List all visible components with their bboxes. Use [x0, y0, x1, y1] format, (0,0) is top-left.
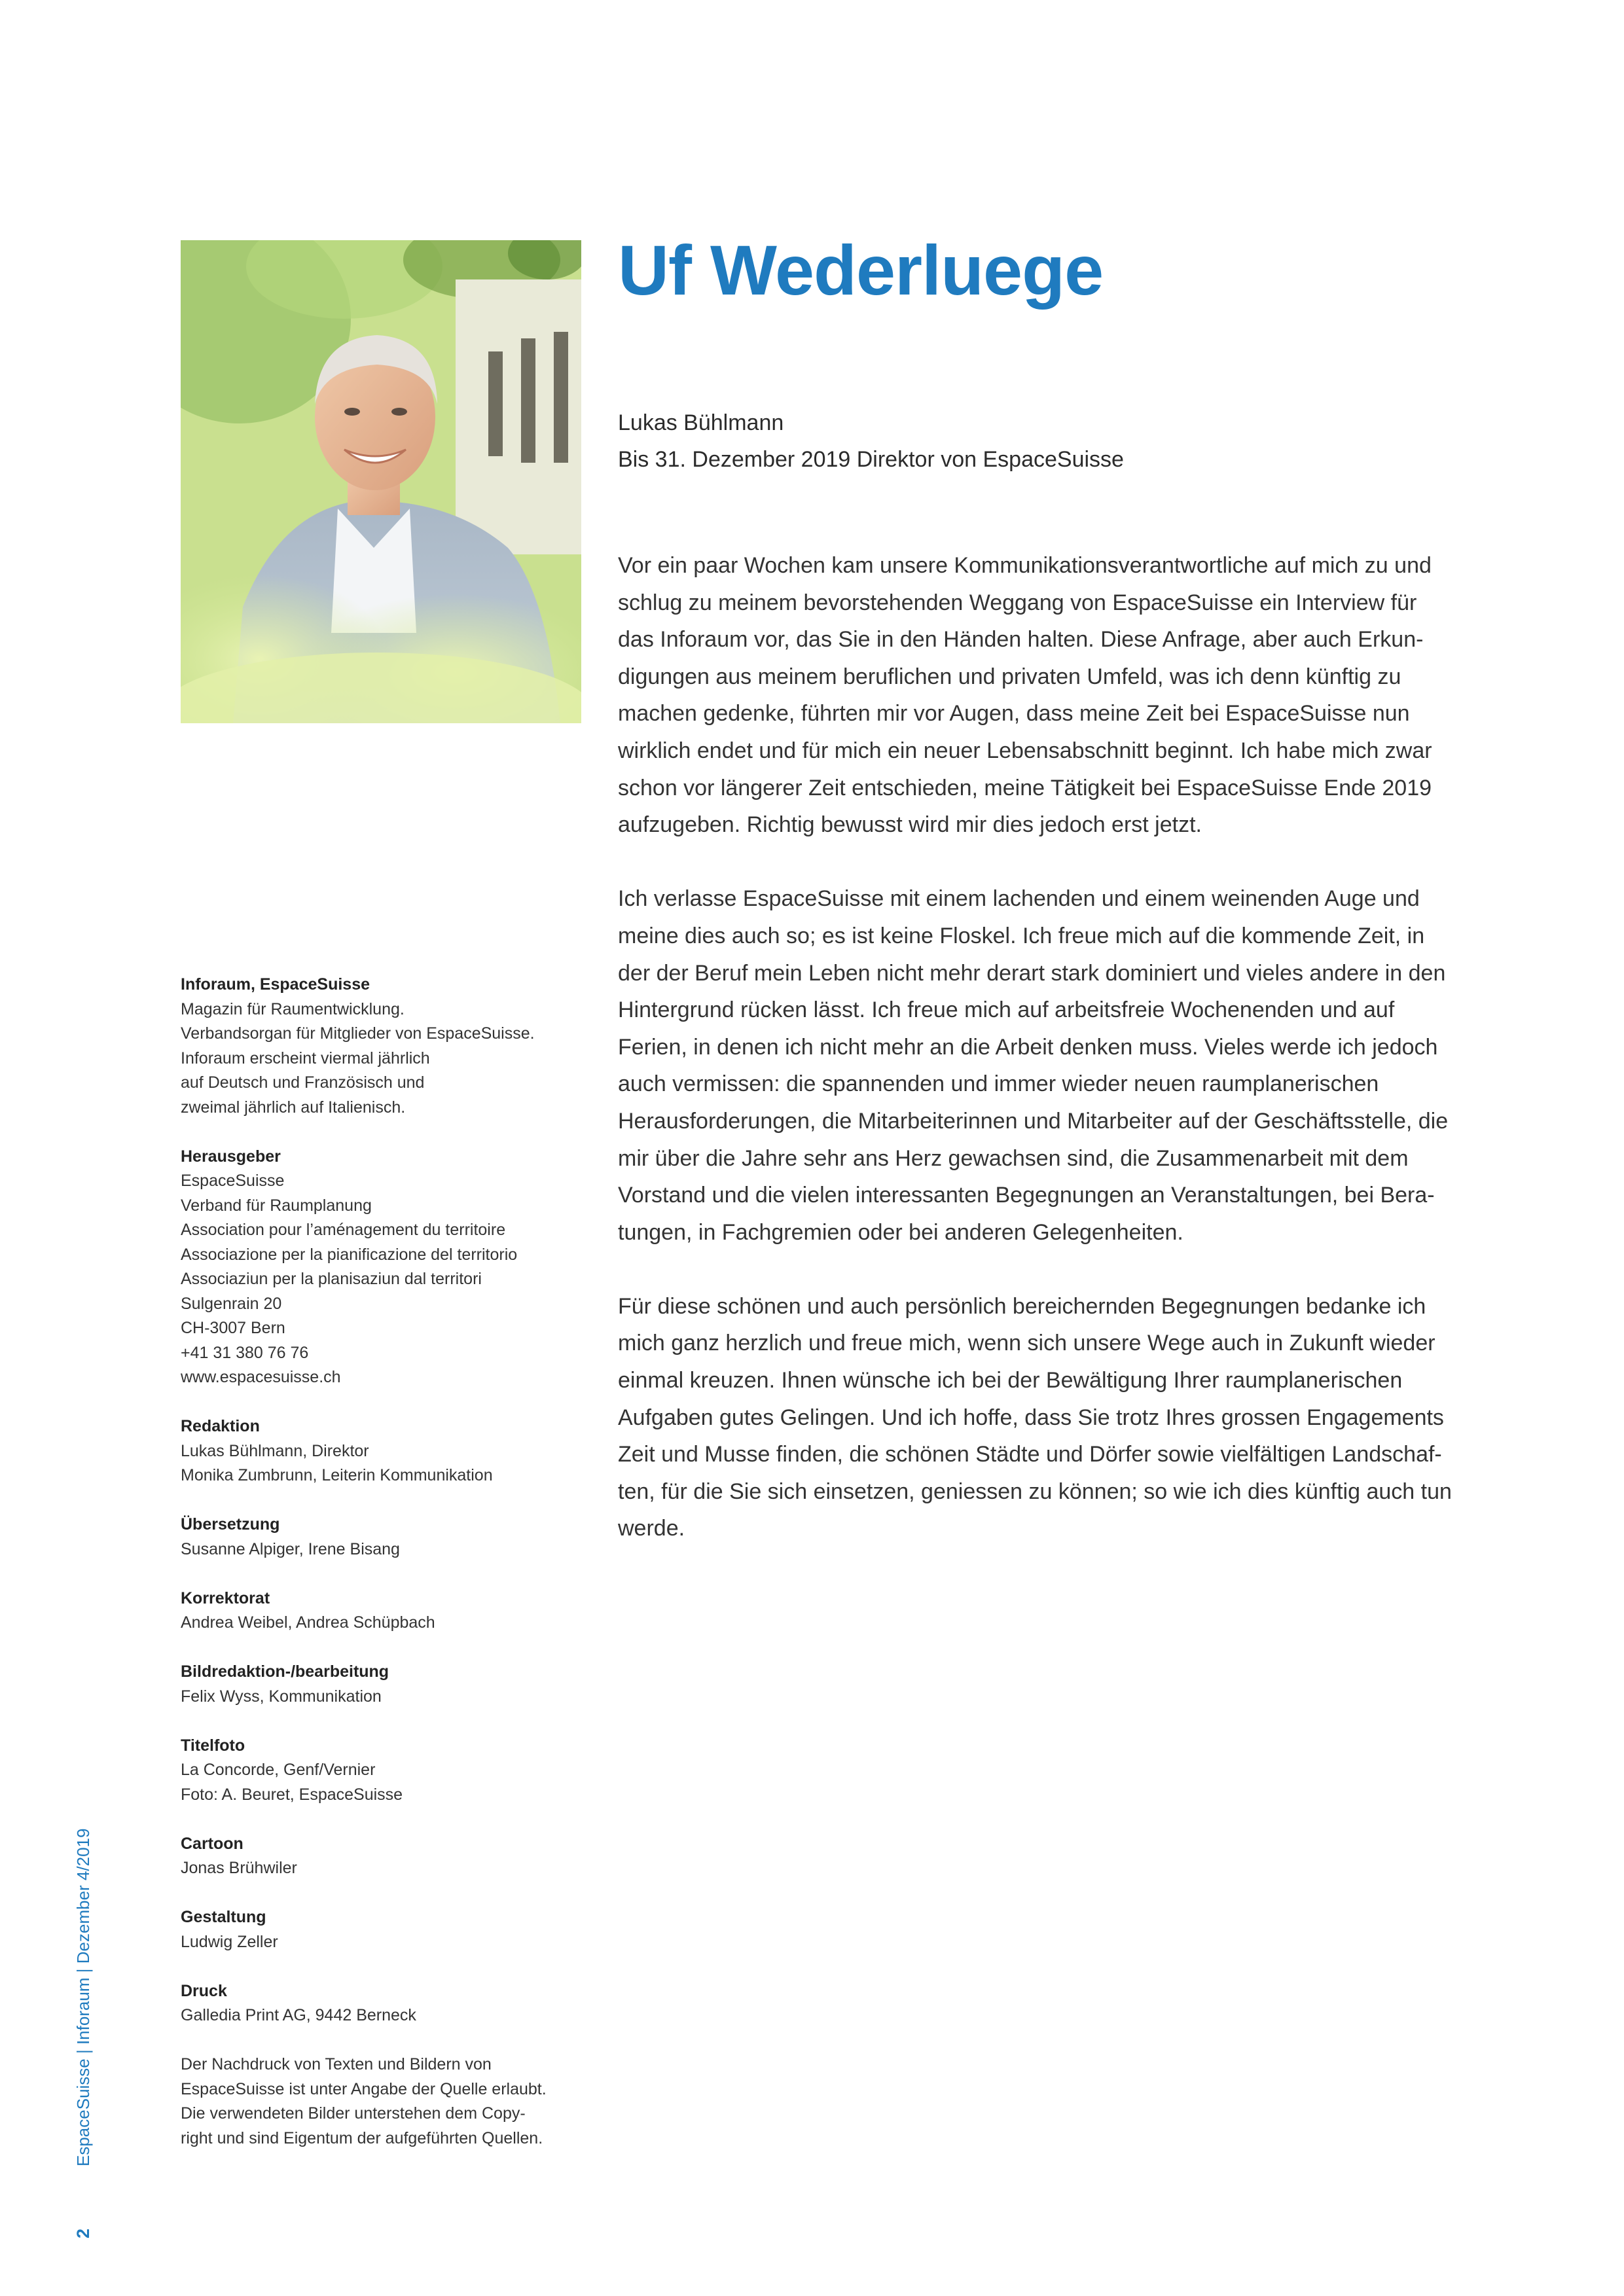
- article-paragraph: Ich verlasse EspaceSuisse mit einem lachenden und einem weinenden Auge und meine dies auch so; es ist keine Floskel. Ich freue mich auf die kommende Zeit, in der der Beruf mein Leben nicht mehr derart stark dominiert und vieles andere in den Hintergrund rücken lässt. Ich freue mich auf arbeitsfreie Wochenenden und auf Ferien, in denen ich nicht mehr an die Arbeit denken muss. Vieles werde ich jedoch auch vermissen: die spannenden und immer wieder neuen raumplanerischen Herausforderungen, die Mitarbeiterinnen und Mitarbeiter auf der Geschäftsstelle, die mir über die Jahre sehr ans Herz gewachsen sind, die Zusammenarbeit mit dem Vorstand und die vielen interessanten Begegnungen an Veranstaltungen, bei Bera-tungen, in Fachgremien oder bei anderen Gelegenheiten.: [618, 886, 1449, 1245]
- imprint-editors: [181, 1414, 593, 1488]
- portrait-illustration: [181, 240, 581, 723]
- imprint-heading: Übersetzung: [181, 1515, 280, 1534]
- portrait-photo: [181, 240, 581, 723]
- imprint-heading: Gestaltung: [181, 1908, 266, 1926]
- publication-side-label: EspaceSuisse | Inforaum | Dezember 4/2019: [73, 1828, 93, 2166]
- imprint-cartoon: [181, 1832, 593, 1881]
- imprint-translation: [181, 1513, 593, 1562]
- imprint-heading: Korrektorat: [181, 1588, 270, 1607]
- imprint: [181, 973, 593, 2176]
- imprint-heading: Titelfoto: [181, 1736, 245, 1755]
- article-paragraph: Für diese schönen und auch persönlich bereichernden Begegnungen bedanke ich mich ganz herzlich und freue mich, wenn sich unsere Wege auch in Zukunft wieder einmal kreuzen. Ihnen wünsche ich bei der Bewältigung Ihrer raumplanerischen Aufgaben gutes Gelingen. Und ich hoffe, dass Sie trotz Ihres grossen Engagements Zeit und Musse finden, die schönen Städte und Dörfer sowie vielfältigen Landschaf-ten, für die Sie sich einsetzen, geniessen zu können; so wie ich dies künftig auch tun werde.: [618, 1293, 1452, 1541]
- imprint-line: Felix Wyss, Kommunikation: [181, 1687, 382, 1706]
- imprint-copyright: [181, 2053, 593, 2151]
- imprint-line: zweimal jährlich auf Italienisch.: [181, 1098, 406, 1117]
- imprint-line: Ludwig Zeller: [181, 1932, 278, 1951]
- imprint-line: Monika Zumbrunn, Leiterin Kommunikation: [181, 1466, 493, 1484]
- imprint-line: EspaceSuisse: [181, 1172, 285, 1190]
- imprint-line: Galledia Print AG, 9442 Berneck: [181, 2006, 416, 2024]
- author-name: Lukas Bühlmann: [618, 410, 784, 435]
- imprint-line: Inforaum erscheint viermal jährlich: [181, 1049, 430, 1067]
- imprint-line: Susanne Alpiger, Irene Bisang: [181, 1539, 400, 1558]
- imprint-heading: Redaktion: [181, 1417, 260, 1435]
- copyright-line: EspaceSuisse ist unter Angabe der Quelle erlaubt.: [181, 2079, 547, 2098]
- imprint-line: La Concorde, Genf/Vernier: [181, 1761, 376, 1779]
- imprint-line: Associazione per la pianificazione del territorio: [181, 1245, 518, 1264]
- imprint-heading: Inforaum, EspaceSuisse: [181, 975, 370, 994]
- imprint-line: Lukas Bühlmann, Direktor: [181, 1441, 369, 1460]
- imprint-line: Association pour l’aménagement du territoire: [181, 1221, 506, 1239]
- copyright-line: Die verwendeten Bilder unterstehen dem Copy-: [181, 2104, 526, 2123]
- author-role: Bis 31. Dezember 2019 Direktor von EspaceSuisse: [618, 447, 1124, 472]
- imprint-heading: Cartoon: [181, 1834, 244, 1853]
- article-title: Uf Wederluege: [618, 230, 1104, 310]
- imprint-proofreading: [181, 1587, 593, 1636]
- imprint-publication: [181, 973, 593, 1120]
- imprint-line: +41 31 380 76 76: [181, 1343, 309, 1362]
- imprint-heading: Bildredaktion-/bearbeitung: [181, 1662, 389, 1681]
- imprint-line: CH-3007 Bern: [181, 1319, 285, 1337]
- author-block: [618, 404, 1469, 478]
- copyright-line: Der Nachdruck von Texten und Bildern von: [181, 2055, 492, 2073]
- imprint-line: auf Deutsch und Französisch und: [181, 1073, 425, 1092]
- imprint-heading: Druck: [181, 1981, 227, 2000]
- imprint-publisher: [181, 1145, 593, 1390]
- imprint-website-link[interactable]: www.espacesuisse.ch: [181, 1368, 341, 1386]
- imprint-line: Magazin für Raumentwicklung.: [181, 999, 405, 1018]
- imprint-line: Foto: A. Beuret, EspaceSuisse: [181, 1785, 403, 1804]
- imprint-cover-photo: [181, 1734, 593, 1808]
- article-body: [618, 547, 1456, 1547]
- article-paragraph: Vor ein paar Wochen kam unsere Kommunikationsverantwortliche auf mich zu und schlug zu meinem bevorstehenden Weggang von EspaceSuisse ein Interview für das Inforaum vor, das Sie in den Händen halten. Diese Anfrage, aber auch Erkun-digungen aus meinem beruflichen und privaten Umfeld, was ich denn künftig zu machen gedenke, führten mir vor Augen, dass meine Zeit bei EspaceSuisse nun wirklich endet und für mich ein neuer Lebensabschnitt beginnt. Ich habe mich zwar schon vor längerer Zeit entschieden, meine Tätigkeit bei EspaceSuisse Ende 2019 aufzugeben. Richtig bewusst wird mir dies jedoch erst jetzt.: [618, 553, 1432, 838]
- imprint-line: Jonas Brühwiler: [181, 1859, 297, 1877]
- imprint-line: Verbandsorgan für Mitglieder von EspaceSuisse.: [181, 1024, 535, 1043]
- imprint-design: [181, 1905, 593, 1954]
- imprint-heading: Herausgeber: [181, 1147, 281, 1166]
- copyright-line: right und sind Eigentum der aufgeführten Quellen.: [181, 2128, 543, 2147]
- imprint-image-editing: [181, 1660, 593, 1709]
- imprint-line: Verband für Raumplanung: [181, 1196, 372, 1215]
- imprint-line: Andrea Weibel, Andrea Schüpbach: [181, 1613, 435, 1632]
- imprint-print: [181, 1979, 593, 2028]
- imprint-line: Sulgenrain 20: [181, 1294, 282, 1313]
- imprint-line: Associaziun per la planisaziun dal territori: [181, 1270, 482, 1288]
- page-number: 2: [73, 2228, 93, 2238]
